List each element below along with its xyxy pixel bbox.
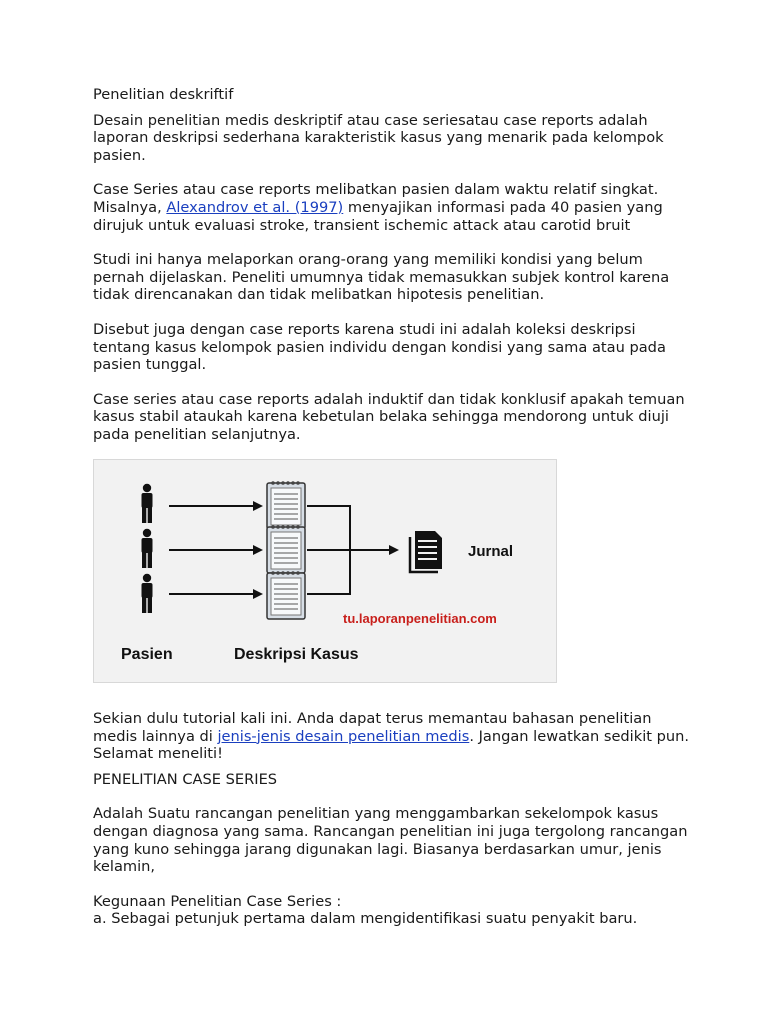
text-line: laporan deskripsi sederhana karakteristik kasus yang menarik pada kelompok [93,129,664,147]
paragraph-3 [93,251,693,304]
text-line: Case series atau case reports adalah induktif dan tidak konklusif apakah temuan [93,390,685,408]
heading-penelitian-case-series [93,771,693,789]
text-line: yang kuno sehingga jarang digunakan lagi. Biasanya berdasarkan umur, jenis [93,840,662,858]
text-segment: menyajikan informasi pada 40 pasien yang [343,198,663,216]
label-jurnal: Jurnal [468,543,514,560]
text-line: dengan diagnosa yang sama. Rancangan penelitian ini juga tergolong rancangan [93,822,688,840]
document-body [93,86,693,444]
heading-text: PENELITIAN CASE SERIES [93,770,278,788]
text-line: kelamin, [93,858,156,876]
text-line: Desain penelitian medis deskriptif atau case seriesatau case reports adalah [93,111,648,129]
text-line: pasien tunggal. [93,356,207,374]
paragraph-7 [93,805,693,875]
jenis-desain-link[interactable]: jenis-jenis desain penelitian medis [217,727,470,745]
notepad-icon [267,571,305,619]
document-body-lower [93,710,693,928]
watermark-url: tu.laporanpenelitian.com [343,611,497,626]
text-line: kasus stabil ataukah karena kebetulan belaka sehingga mendorong untuk diuji [93,408,669,426]
heading-penelitian-deskriftif [93,86,693,104]
paragraph-1 [93,112,693,165]
text-line: a. Sebagai petunjuk pertama dalam mengidentifikasi suatu penyakit baru. [93,910,638,928]
text-segment: Misalnya, [93,198,167,216]
text-line [93,199,693,217]
paragraph-5 [93,391,693,444]
heading-text: Penelitian deskriftif [93,86,234,103]
text-line: tentang kasus kelompok pasien individu dengan kondisi yang sama atau pada [93,338,666,356]
text-line: dirujuk untuk evaluasi stroke, transient ischemic attack atau carotid bruit [93,216,631,234]
alexandrov-link[interactable]: Alexandrov et al. (1997) [166,198,344,216]
text-line: Disebut juga dengan case reports karena studi ini adalah koleksi deskripsi [93,320,636,338]
label-deskripsi-kasus: Deskripsi Kasus [234,646,359,663]
text-line: Case Series atau case reports melibatkan pasien dalam waktu relatif singkat. [93,181,659,199]
text-segment: medis lainnya di [93,727,218,745]
text-line: Kegunaan Penelitian Case Series : [93,892,342,910]
text-segment: . Jangan lewatkan sedikit pun. [469,727,690,745]
text-line: pada penelitian selanjutnya. [93,425,301,443]
text-line: tidak direncanakan dan tidak melibatkan hipotesis penelitian. [93,286,545,304]
text-line: Studi ini hanya melaporkan orang-orang yang memiliki kondisi yang belum [93,251,643,269]
paragraph-8 [93,893,693,928]
paragraph-6 [93,710,693,763]
text-line: pernah dijelaskan. Peneliti umumnya tidak memasukkan subjek kontrol karena [93,268,670,286]
label-pasien: Pasien [121,646,173,663]
paragraph-4 [93,321,693,374]
text-line [93,728,693,746]
notepad-icon [267,481,305,529]
text-line: pasien. [93,146,146,164]
notepad-icon [267,525,305,573]
text-line: Sekian dulu tutorial kali ini. Anda dapat terus memantau bahasan penelitian [93,710,652,727]
paragraph-2 [93,181,693,234]
text-line: Selamat meneliti! [93,745,223,763]
text-line: Adalah Suatu rancangan penelitian yang menggambarkan sekelompok kasus [93,805,659,823]
case-series-diagram [93,459,557,683]
